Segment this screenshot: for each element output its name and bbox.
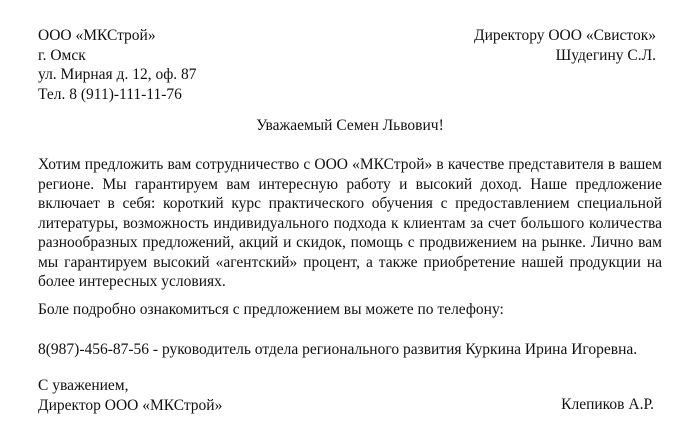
sender-company: ООО «МКСтрой»	[38, 27, 156, 44]
recipient-block	[474, 26, 656, 65]
closing-regards: С уважением,	[38, 377, 129, 394]
recipient-position: Директору ООО «Свисток»	[474, 27, 656, 44]
recipient-name: Шудегину С.Л.	[555, 46, 656, 64]
contact-intro: Боле подробно ознакомиться с предложением вы можете по телефону:	[38, 301, 504, 318]
closing-block	[38, 376, 222, 415]
sender-address: ул. Мирная д. 12, оф. 87	[38, 66, 197, 83]
letter-body: Хотим предложить вам сотрудничество с ООО «МКСтрой» в качестве представителя в вашем регионе. Мы гарантируем вам интересную работу и высокий доход. Наше предложение включает в себя: короткий курс практического обучения с предоставлением специальной литературы, возможность индивидуального подхода к клиентам за счет большого количества разнообразных предложений, акций и скидок, помощь с продвижением на рынке. Лично вам мы гарантируем высокий «агентский» процент, а также приобретение нашей продукции на более интересных условиях.	[38, 156, 662, 290]
contact-line: 8(987)-456-87-56 - руководитель отдела регионального развития Куркина Ирина Игоревна.	[38, 341, 638, 358]
sender-city: г. Омск	[38, 46, 86, 64]
sender-block	[38, 26, 197, 104]
signer-title: Директор ООО «МКСтрой»	[38, 396, 223, 414]
greeting: Уважаемый Семен Львович!	[256, 117, 444, 134]
sender-phone: Тел. 8 (911)-111-11-76	[38, 85, 182, 103]
signer-name: Клепиков А.Р.	[561, 396, 654, 413]
